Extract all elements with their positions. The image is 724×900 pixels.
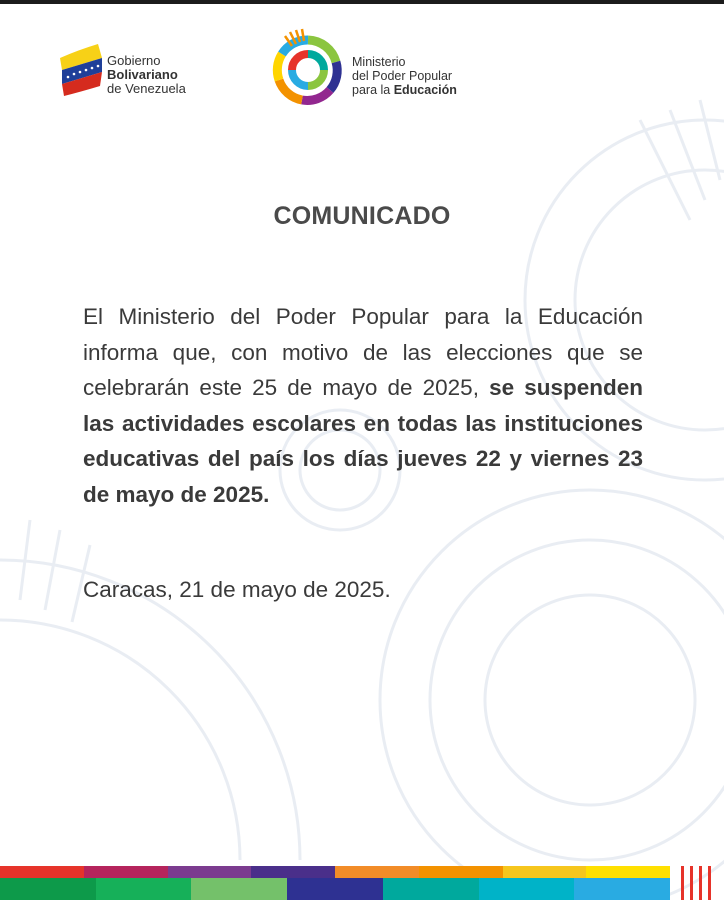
footer-stripe [708, 866, 711, 900]
footer-stripes-icon [679, 866, 719, 900]
ministry-logo-line2: del Poder Popular [352, 69, 453, 83]
gov-logo-line2: Bolivariano [107, 67, 178, 82]
government-logo-text [107, 54, 186, 96]
footer-bar-segment [574, 878, 670, 900]
footer-bar-segment [84, 866, 168, 878]
ministry-logo [268, 28, 468, 112]
footer-bar-bottom-row [0, 878, 670, 900]
footer-bar-segment [287, 878, 383, 900]
footer-bar-top-row [0, 866, 670, 878]
footer-bar-segment [251, 866, 335, 878]
footer-stripe [681, 866, 684, 900]
footer-bar-segment [0, 878, 96, 900]
footer-bar-segment [419, 866, 503, 878]
footer-bar-segment [0, 866, 84, 878]
ministry-logo-line3 [352, 83, 457, 97]
footer-bar-segment [191, 878, 287, 900]
date-line: Caracas, 21 de mayo de 2025. [83, 577, 391, 602]
ministry-logo-line1: Ministerio [352, 55, 406, 69]
ministry-logo-line3-prefix: para la [352, 83, 394, 97]
ministry-logo-line3-bold: Educación [393, 83, 457, 97]
footer-bar-segment [479, 878, 575, 900]
footer-bar-segment [586, 866, 670, 878]
government-logo [58, 40, 208, 100]
gov-logo-line1: Gobierno [107, 53, 161, 68]
venezuela-flag-icon [58, 40, 104, 96]
gov-logo-line3: de Venezuela [107, 81, 186, 96]
announcement-text: El Ministerio del Poder Popular para la Educación informa que, con motivo de las elecciones que se celebrarán este 25 de mayo de 2025, [83, 304, 643, 400]
footer-bar-segment [383, 878, 479, 900]
ministry-emblem-icon [268, 28, 348, 112]
footer-bar-segment [96, 878, 192, 900]
footer-color-bars [0, 866, 724, 900]
announcement-bold-text: se suspenden las actividades escolares en todas las instituciones educativas del país los días jueves 22 y viernes 23 de mayo de 2025. [83, 375, 643, 507]
footer-bar-segment [168, 866, 252, 878]
footer-stripe [690, 866, 693, 900]
footer-bar-segment [503, 866, 587, 878]
ministry-logo-text [352, 55, 457, 97]
footer-stripe [699, 866, 702, 900]
page-title: COMUNICADO [273, 202, 451, 230]
announcement-paragraph [83, 299, 643, 512]
footer-bar-segment [335, 866, 419, 878]
